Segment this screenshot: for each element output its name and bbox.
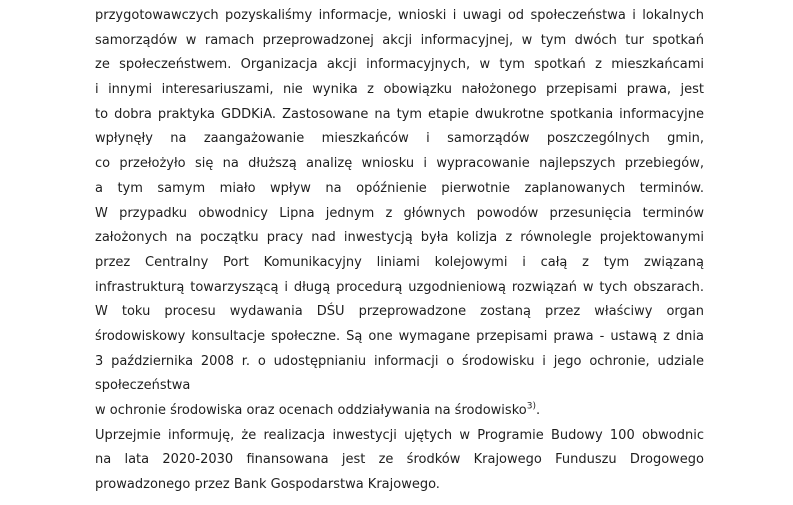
text-line: przygotowawczych pozyskaliśmy informacje, wnioski i uwagi od społeczeństwa i lokalnych bbox=[95, 8, 704, 23]
text-line-segment: . bbox=[535, 403, 541, 418]
text-line-segment: w ochronie środowiska oraz ocenach oddziaływania na środowisko bbox=[95, 403, 527, 418]
text-line: Uprzejmie informuję, że realizacja inwestycji ujętych w Programie Budowy 100 obwodnic bbox=[95, 427, 704, 443]
text-line: samorządów w ramach przeprowadzonej akcji informacyjnej, w tym dwóch tur spotkań bbox=[95, 32, 704, 48]
text-line bbox=[95, 399, 704, 424]
text-line: wpłynęły na zaangażowanie mieszkańców i samorządów poszczególnych gmin, bbox=[95, 131, 704, 147]
text-line: 3 października 2008 r. o udostępnianiu informacji o środowisku i jego ochronie, udziale bbox=[95, 353, 704, 369]
text-line: i innymi interesariuszami, nie wynika z obowiązku nałożonego przepisami prawa, jest bbox=[95, 82, 704, 98]
text-line: ze społeczeństwem. Organizacja akcji informacyjnych, w tym spotkań z mieszkańcami bbox=[95, 57, 704, 73]
text-line: a tym samym miało wpływ na opóźnienie pierwotnie zaplanowanych terminów. bbox=[95, 180, 704, 196]
text-line: na lata 2020-2030 finansowana jest ze środków Krajowego Funduszu Drogowego bbox=[95, 452, 704, 468]
text-line: prowadzonego przez Bank Gospodarstwa Krajowego. bbox=[95, 477, 440, 493]
text-line: przez Centralny Port Komunikacyjny liniami kolejowymi i całą z tym związaną bbox=[95, 254, 704, 270]
text-line: co przełożyło się na dłuższą analizę wniosku i wypracowanie najlepszych przebiegów, bbox=[95, 156, 704, 172]
text-line: W toku procesu wydawania DŚU przeprowadzone zostaną przez właściwy organ bbox=[95, 304, 704, 320]
body-text bbox=[95, 4, 704, 498]
text-line: infrastrukturą towarzyszącą i długą procedurą uzgodnieniową rozwiązań w tych obszarach. bbox=[95, 279, 704, 295]
text-line: założonych na początku pracy nad inwestycją była kolizja z równolegle projektowanymi bbox=[95, 230, 704, 246]
text-line: to dobra praktyka GDDKiA. Zastosowane na tym etapie dwukrotne spotkania informacyjne bbox=[95, 106, 704, 122]
footnote-ref: 3) bbox=[526, 401, 536, 412]
text-line: środowiskowy konsultacje społeczne. Są one wymagane przepisami prawa - ustawą z dnia bbox=[95, 328, 704, 344]
text-line: W przypadku obwodnicy Lipna jednym z głównych powodów przesunięcia terminów bbox=[95, 205, 704, 221]
text-line: społeczeństwa bbox=[95, 378, 191, 394]
